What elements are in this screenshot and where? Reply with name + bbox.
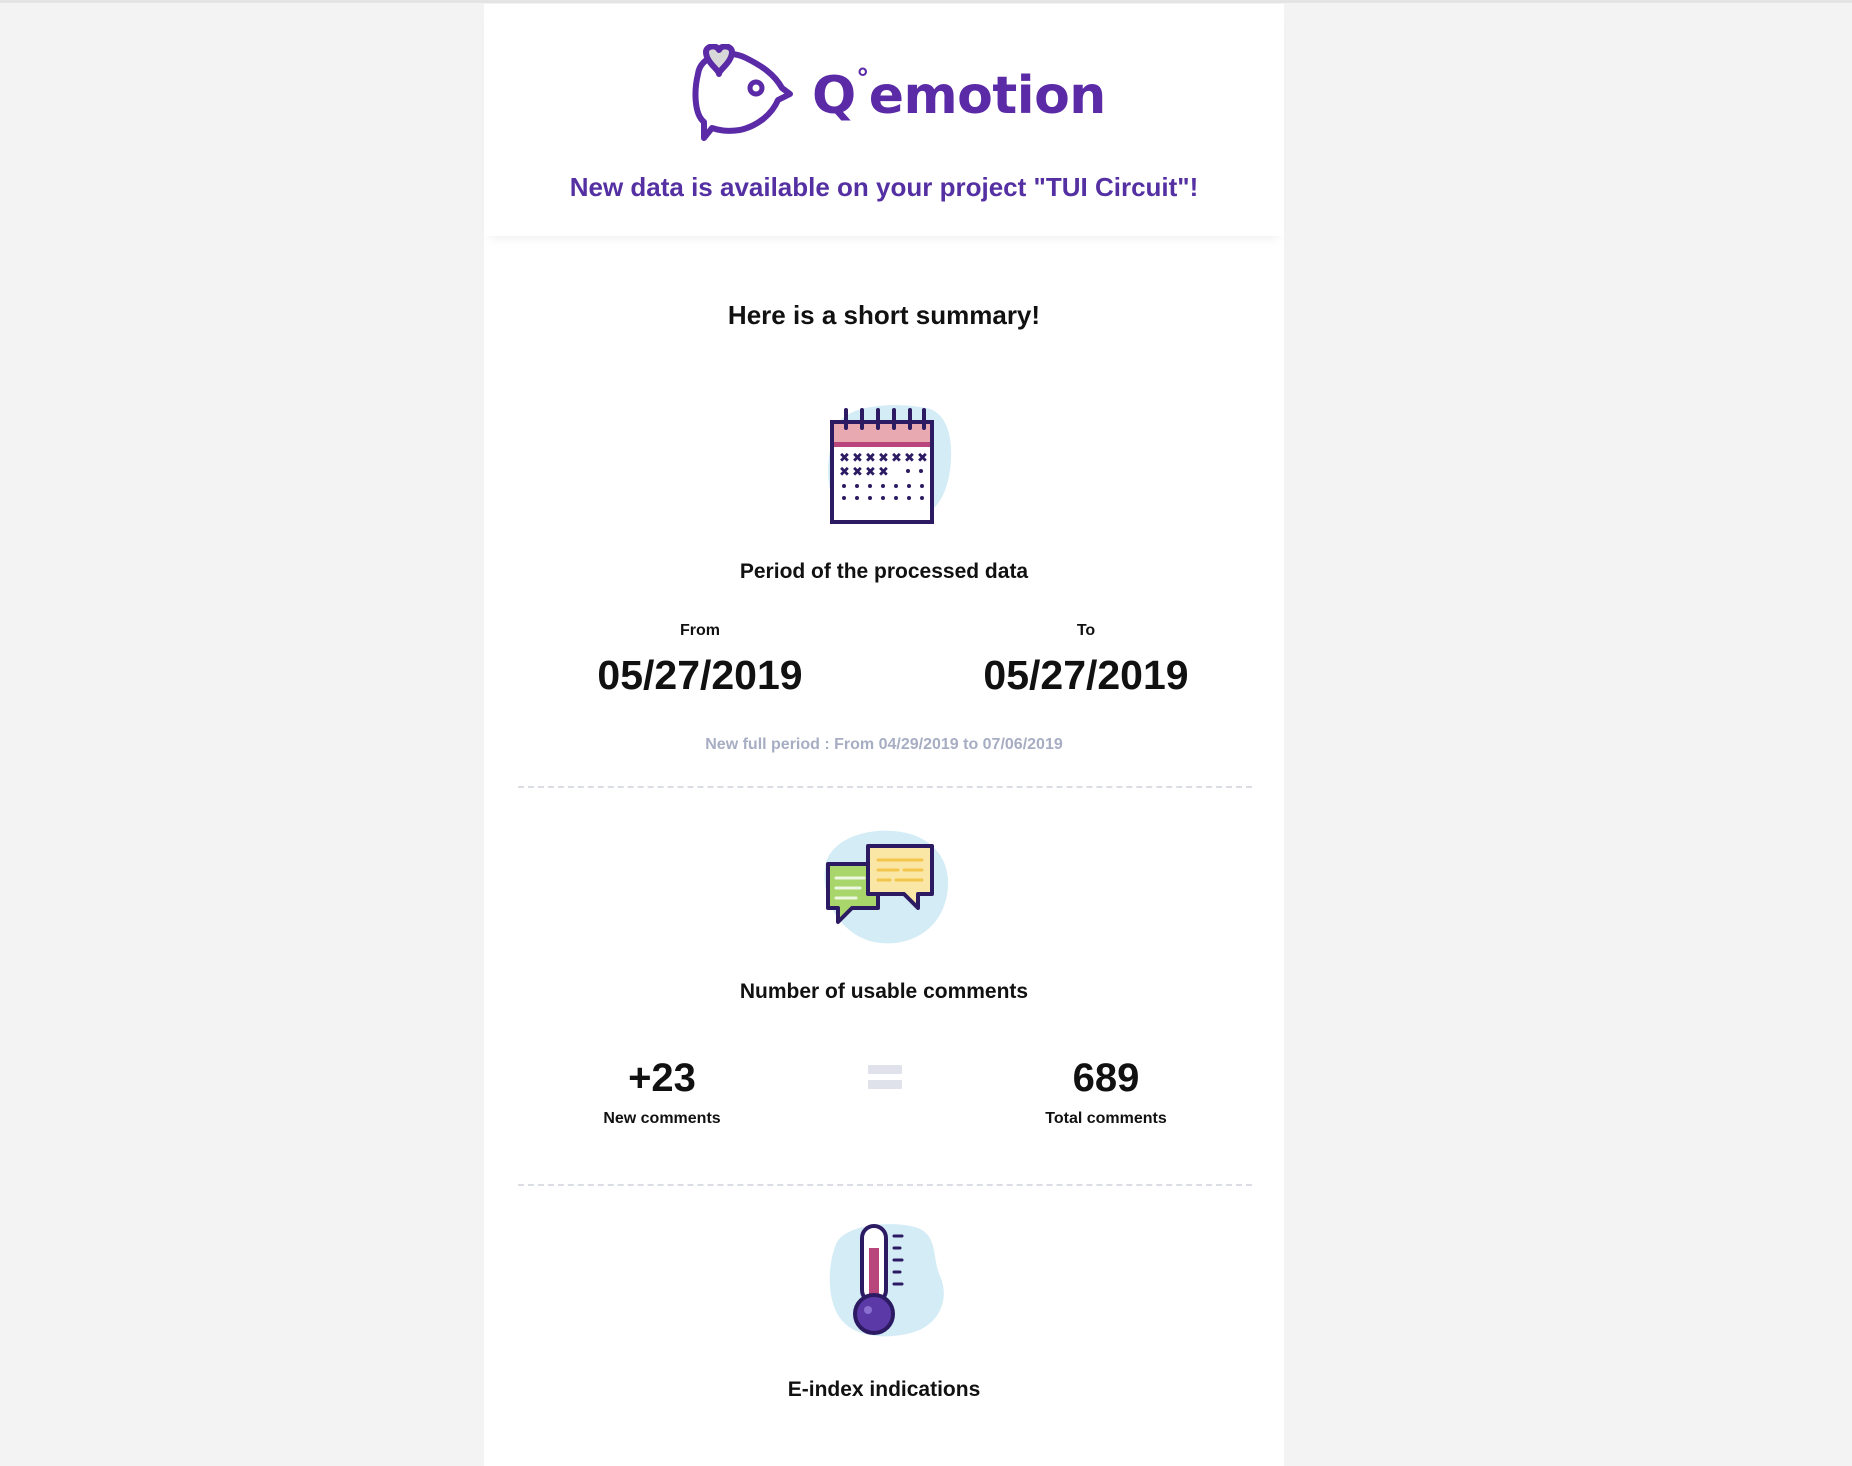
new-comments-label: New comments bbox=[603, 1110, 721, 1127]
bird-heart-icon bbox=[686, 44, 796, 144]
full-period-note: New full period : From 04/29/2019 to 07/06/2019 bbox=[705, 736, 1063, 753]
top-border bbox=[0, 0, 1852, 3]
svg-text:✖: ✖ bbox=[878, 465, 889, 480]
email-header bbox=[484, 4, 1284, 236]
project-title: New data is available on your project "TUI Circuit"! bbox=[569, 172, 1199, 202]
from-label: From bbox=[680, 622, 720, 639]
brand-ring: ° bbox=[856, 63, 869, 94]
total-comments-label: Total comments bbox=[1045, 1110, 1167, 1127]
brand-rest: emotion bbox=[868, 66, 1106, 126]
svg-text:✖: ✖ bbox=[839, 465, 850, 480]
summary-title: Here is a short summary! bbox=[727, 300, 1041, 330]
eindex-label: E-index indications bbox=[787, 1378, 981, 1401]
svg-text:✖: ✖ bbox=[878, 451, 889, 466]
svg-text:✖: ✖ bbox=[891, 451, 902, 466]
email-card bbox=[484, 4, 1284, 1466]
svg-text:✖: ✖ bbox=[904, 451, 915, 466]
svg-text:✖: ✖ bbox=[865, 451, 876, 466]
calendar-icon bbox=[814, 400, 954, 530]
qemotion-logo bbox=[686, 44, 1106, 144]
brand-q: Q bbox=[812, 66, 857, 126]
svg-text:✖: ✖ bbox=[839, 451, 850, 466]
from-date: 05/27/2019 bbox=[597, 652, 803, 698]
period-label: Period of the processed data bbox=[739, 560, 1029, 583]
comments-label: Number of usable comments bbox=[739, 980, 1029, 1003]
svg-text:✖: ✖ bbox=[852, 451, 863, 466]
to-label: To bbox=[1076, 622, 1096, 639]
total-comments-value: 689 bbox=[1072, 1056, 1140, 1100]
svg-text:✖: ✖ bbox=[917, 451, 928, 466]
svg-text:✖: ✖ bbox=[852, 465, 863, 480]
chat-bubbles-icon bbox=[816, 822, 956, 952]
section-divider bbox=[518, 786, 1252, 788]
section-divider bbox=[518, 1184, 1252, 1186]
thermometer-icon bbox=[814, 1214, 954, 1344]
equals-icon bbox=[868, 1065, 902, 1089]
svg-text:✖: ✖ bbox=[865, 465, 876, 480]
brand-wordmark bbox=[812, 63, 1106, 126]
new-comments-value: +23 bbox=[628, 1056, 696, 1100]
to-date: 05/27/2019 bbox=[983, 652, 1189, 698]
